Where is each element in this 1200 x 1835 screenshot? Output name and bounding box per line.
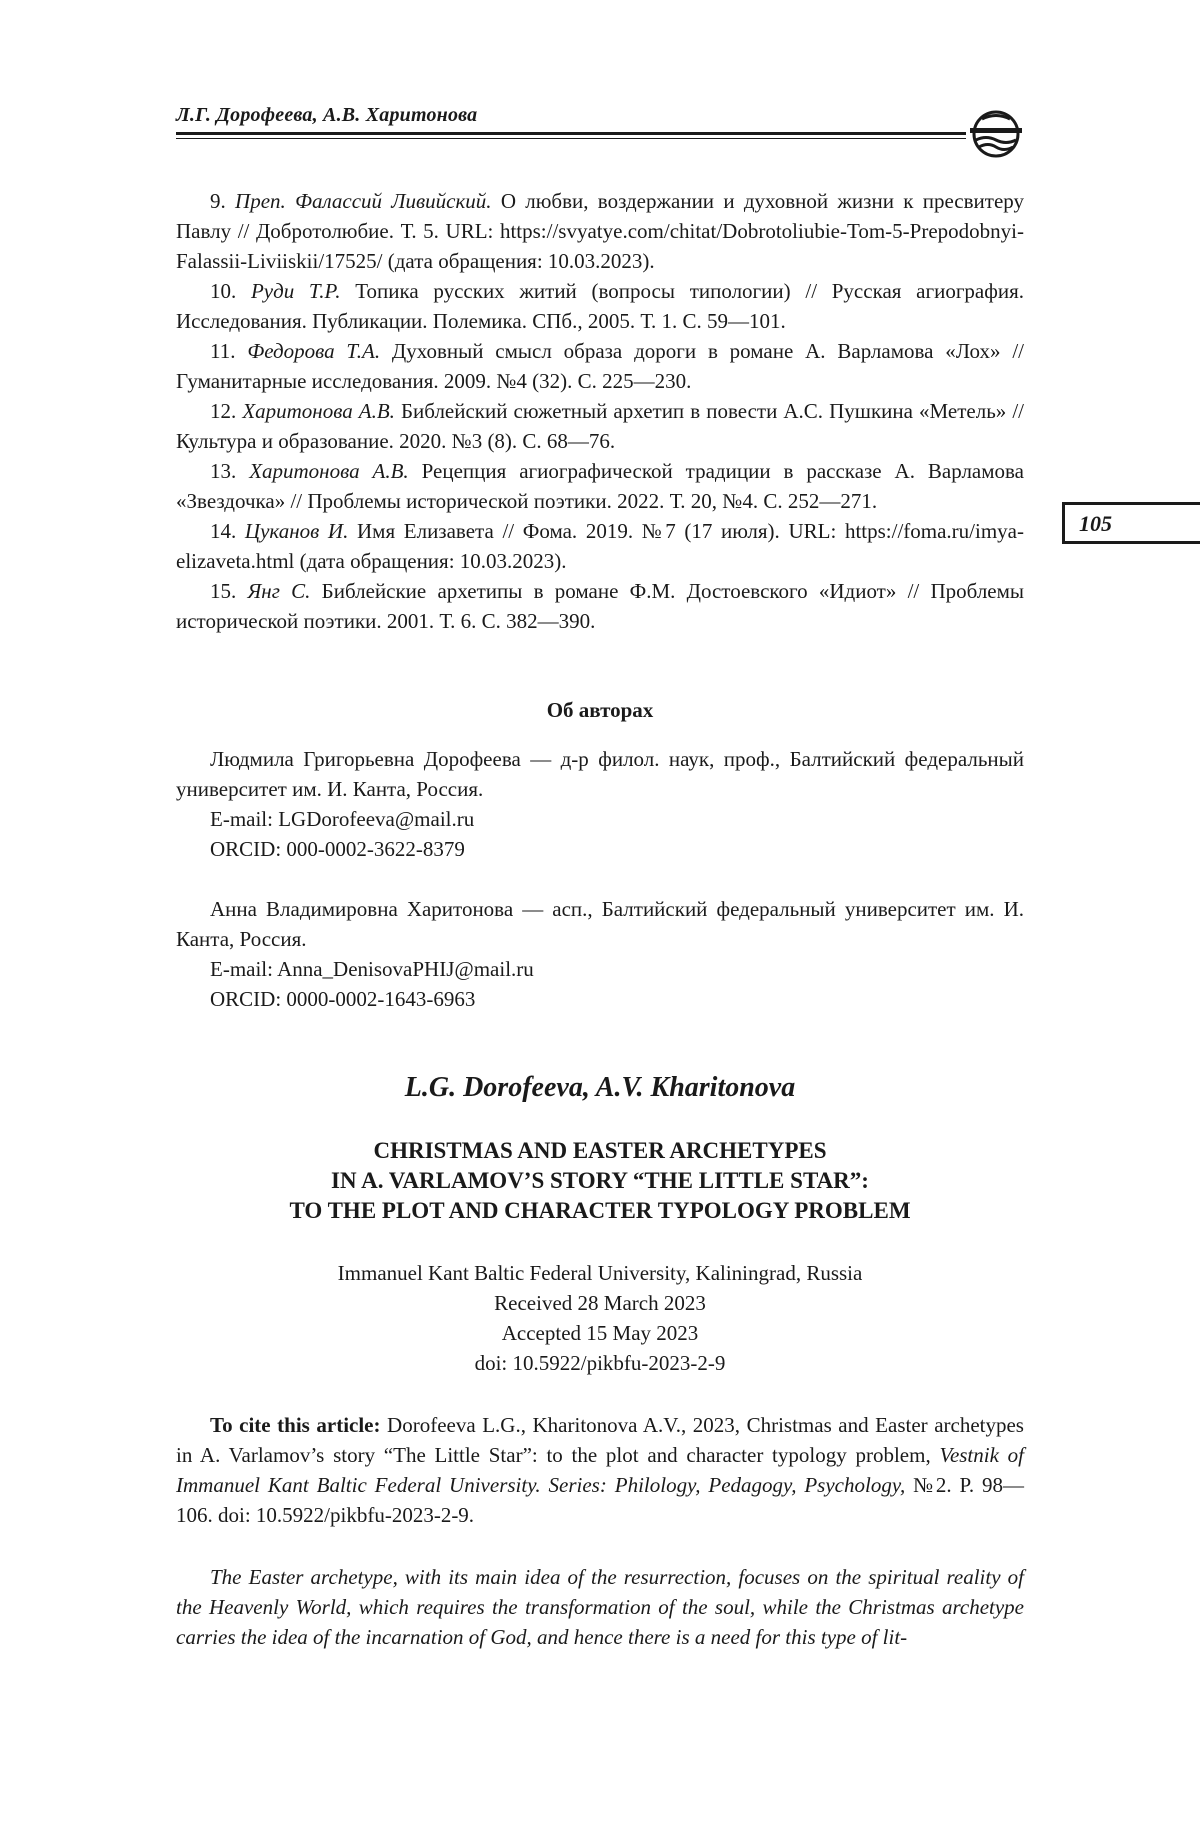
citation-text: To cite this article: Dorofeeva L.G., Kharitonova A.V., 2023, Christmas and Easter archetypes in A. Varlamov’s story “The Little Star”: to the plot and character typology problem, Vestnik of Immanuel Kant Baltic Federal University. Series: Philology, Pedagogy, Psychology, №2. P. 98—106. doi: 10.5922/pikbfu-2023-2-9.: [176, 1413, 1024, 1527]
journal-logo-icon: [966, 104, 1026, 164]
author-info: [176, 744, 1024, 864]
page-number: 105: [1079, 511, 1112, 536]
abstract: [176, 1562, 1024, 1652]
author-bio: Людмила Григорьевна Дорофеева — д-р филол. наук, проф., Балтийский федеральный университет им. И. Канта, Россия.: [176, 747, 1024, 801]
doi: doi: 10.5922/pikbfu-2023-2-9: [474, 1351, 726, 1375]
author-orcid: ORCID: 000-0002-3622-8379: [210, 837, 465, 861]
reference-item: 13. Харитонова А.В. Рецепция агиографической традиции в рассказе А. Варламова «Звездочка» // Проблемы исторической поэтики. 2022. Т. 20, №4. С. 252—271.: [176, 459, 1025, 513]
article-meta: [176, 1258, 1024, 1378]
reference-item: 14. Цуканов И. Имя Елизавета // Фома. 2019. №7 (17 июля). URL: https://foma.ru/imya-elizaveta.html (дата обращения: 10.03.2023).: [176, 519, 1024, 573]
author-email: E-mail: Anna_DenisovaPHIJ@mail.ru: [210, 957, 534, 981]
about-authors-heading: Об авторах: [546, 698, 654, 722]
page-number-tab: [1062, 502, 1200, 544]
title-line: CHRISTMAS AND EASTER ARCHETYPES: [373, 1138, 827, 1163]
reference-item: 9. Преп. Фалассий Ливийский. О любви, воздержании и духовной жизни к пресвитеру Павлу // Добротолюбие. Т. 5. URL: https://svyatye.com/chitat/Dobrotoliubie-Tom-5-Prepodobnyi-Falassii-Liviiskii/17525/ (дата обращения: 10.03.2023).: [176, 189, 1024, 273]
author-info: [176, 894, 1024, 1014]
header-rule: [176, 132, 966, 135]
title-line: IN A. VARLAMOV’S STORY “THE LITTLE STAR”:: [331, 1168, 869, 1193]
author-bio: Анна Владимировна Харитонова — асп., Балтийский федеральный университет им. И. Канта, Россия.: [176, 897, 1024, 951]
running-header-authors: Л.Г. Дорофеева, А.В. Харитонова: [176, 104, 478, 126]
citation-label: To cite this article:: [210, 1413, 381, 1437]
author-orcid: ORCID: 0000-0002-1643-6963: [210, 987, 476, 1011]
reference-item: 15. Янг С. Библейские архетипы в романе Ф.М. Достоевского «Идиот» // Проблемы исторической поэтики. 2001. Т. 6. С. 382—390.: [176, 579, 1025, 633]
author-email: E-mail: LGDorofeeva@mail.ru: [210, 807, 475, 831]
journal-name: Vestnik of Immanuel Kant Baltic Federal University. Series: Philology, Pedagogy, Psychology,: [176, 1443, 1024, 1497]
citation-block: [176, 1410, 1024, 1530]
received-date: Received 28 March 2023: [494, 1291, 706, 1315]
accepted-date: Accepted 15 May 2023: [501, 1321, 699, 1345]
reference-item: 12. Харитонова А.В. Библейский сюжетный архетип в повести А.С. Пушкина «Метель» // Культура и образование. 2020. №3 (8). С. 68—76.: [176, 399, 1025, 453]
reference-item: 10. Руди Т.Р. Топика русских житий (вопросы типологии) // Русская агиография. Исследования. Публикации. Полемика. СПб., 2005. Т. 1. С. 59—101.: [176, 279, 1025, 333]
affiliation: Immanuel Kant Baltic Federal University, Kaliningrad, Russia: [337, 1261, 863, 1285]
reference-item: 11. Федорова Т.А. Духовный смысл образа дороги в романе А. Варламова «Лох» // Гуманитарные исследования. 2009. №4 (32). С. 225—230.: [176, 339, 1024, 393]
english-title: [176, 1136, 1024, 1226]
english-authors: L.G. Dorofeeva, A.V. Kharitonova: [404, 1072, 796, 1103]
title-line: TO THE PLOT AND CHARACTER TYPOLOGY PROBLEM: [289, 1198, 911, 1223]
abstract-text: The Easter archetype, with its main idea of the resurrection, focuses on the spiritual reality of the Heavenly World, which requires the transformation of the soul, while the Christmas archetype carries the idea of the incarnation of God, and hence there is a need for this type of lit-: [176, 1565, 1024, 1649]
header-rule-thin: [176, 138, 966, 139]
reference-list: [176, 186, 1024, 636]
